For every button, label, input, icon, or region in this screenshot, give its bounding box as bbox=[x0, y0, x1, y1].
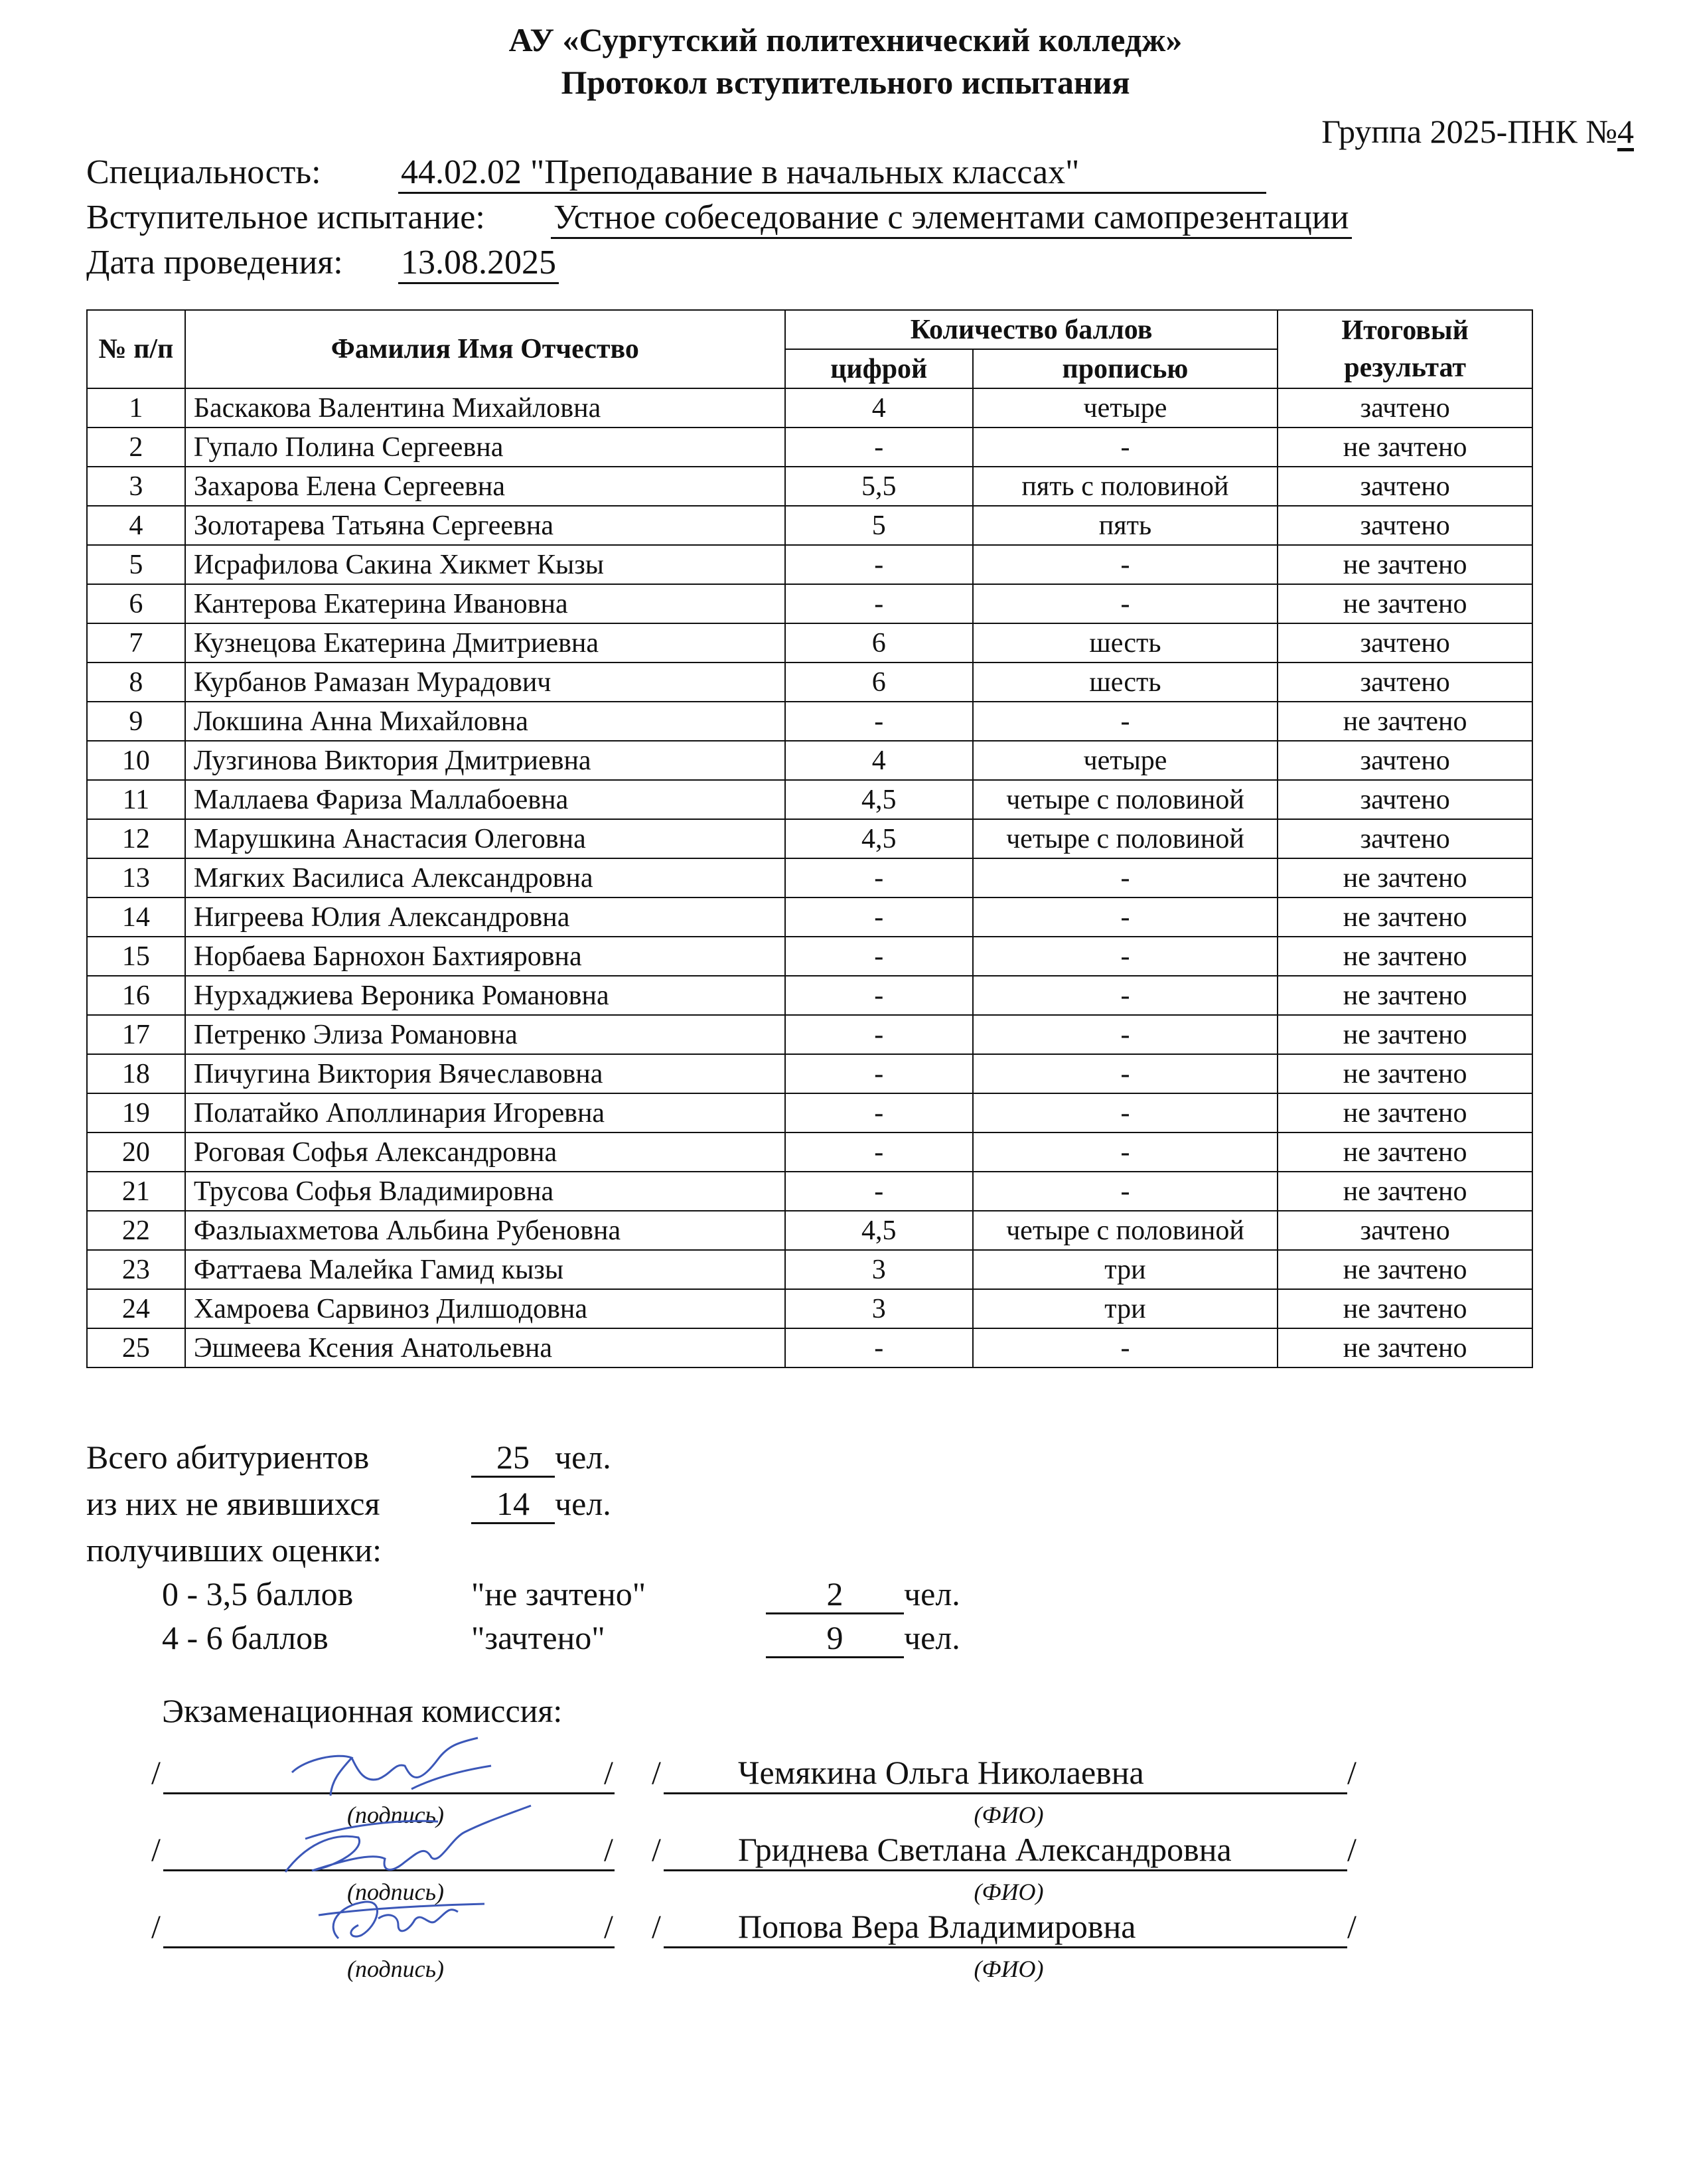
row-result: не зачтено bbox=[1278, 702, 1532, 741]
header-result: Итоговый результат bbox=[1278, 310, 1532, 388]
row-number: 12 bbox=[87, 819, 185, 858]
row-points-words: - bbox=[973, 858, 1278, 897]
row-points-words: три bbox=[973, 1250, 1278, 1289]
row-points-words: пять bbox=[973, 506, 1278, 545]
table-row bbox=[87, 1172, 1532, 1211]
row-result: зачтено bbox=[1278, 1211, 1532, 1250]
row-number: 22 bbox=[87, 1211, 185, 1250]
row-points-words: - bbox=[973, 1054, 1278, 1093]
row-points-digits: - bbox=[785, 976, 973, 1015]
table-row bbox=[87, 663, 1532, 702]
slash: / bbox=[151, 1908, 161, 1945]
row-result: зачтено bbox=[1278, 663, 1532, 702]
row-points-digits: - bbox=[785, 1328, 973, 1367]
date-label: Дата проведения: bbox=[86, 244, 343, 281]
row-name: Кузнецова Екатерина Дмитриевна bbox=[185, 623, 785, 663]
exam-label: Вступительное испытание: bbox=[86, 198, 485, 236]
row-points-digits: 4,5 bbox=[785, 780, 973, 819]
commission-label: Экзаменационная комиссия: bbox=[162, 1692, 563, 1729]
row-number: 7 bbox=[87, 623, 185, 663]
table-row bbox=[87, 623, 1532, 663]
summary-range1 bbox=[162, 1573, 960, 1614]
table-row bbox=[87, 897, 1532, 937]
row-points-words: - bbox=[973, 584, 1278, 623]
row-points-digits: - bbox=[785, 702, 973, 741]
row-points-digits: 4 bbox=[785, 741, 973, 780]
slash: / bbox=[151, 1754, 161, 1791]
row-points-words: - bbox=[973, 1132, 1278, 1172]
row-result: не зачтено bbox=[1278, 428, 1532, 467]
table-row bbox=[87, 506, 1532, 545]
row-number: 19 bbox=[87, 1093, 185, 1132]
row-result: не зачтено bbox=[1278, 1172, 1532, 1211]
row-number: 9 bbox=[87, 702, 185, 741]
member-name: Попова Вера Владимировна bbox=[738, 1908, 1136, 1945]
slash: / bbox=[1347, 1831, 1357, 1868]
header-name: Фамилия Имя Отчество bbox=[185, 310, 785, 388]
range2-value: 9 bbox=[766, 1619, 904, 1658]
slash: / bbox=[604, 1831, 613, 1868]
signature-hint: (подпись) bbox=[346, 1879, 445, 1905]
table-row bbox=[87, 702, 1532, 741]
specialty-line bbox=[86, 151, 1266, 194]
row-points-digits: - bbox=[785, 428, 973, 467]
slash: / bbox=[652, 1754, 661, 1791]
table-row bbox=[87, 1132, 1532, 1172]
org-title: АУ «Сургутский политехнический колледж» bbox=[508, 21, 1183, 58]
row-name: Фаттаева Малейка Гамид кызы bbox=[185, 1250, 785, 1289]
name-hint: (ФИО) bbox=[974, 1879, 1044, 1905]
row-name: Баскакова Валентина Михайловна bbox=[185, 388, 785, 428]
row-points-digits: 3 bbox=[785, 1289, 973, 1328]
header-num: № п/п bbox=[87, 310, 185, 388]
row-points-digits: - bbox=[785, 1054, 973, 1093]
row-name: Локшина Анна Михайловна bbox=[185, 702, 785, 741]
specialty-value: 44.02.02 "Преподавание в начальных классах" bbox=[398, 153, 1266, 194]
row-number: 17 bbox=[87, 1015, 185, 1054]
table-row bbox=[87, 467, 1532, 506]
slash: / bbox=[1347, 1908, 1357, 1945]
group-number: 4 bbox=[1617, 113, 1634, 150]
table-row bbox=[87, 1015, 1532, 1054]
absent-label: из них не явившихся bbox=[86, 1485, 380, 1522]
row-points-words: - bbox=[973, 976, 1278, 1015]
row-points-digits: - bbox=[785, 1015, 973, 1054]
slash: / bbox=[151, 1831, 161, 1868]
row-name: Марушкина Анастасия Олеговна bbox=[185, 819, 785, 858]
row-result: не зачтено bbox=[1278, 1015, 1532, 1054]
table-row bbox=[87, 1054, 1532, 1093]
row-result: не зачтено bbox=[1278, 976, 1532, 1015]
row-points-words: шесть bbox=[973, 663, 1278, 702]
row-number: 14 bbox=[87, 897, 185, 937]
row-points-words: - bbox=[973, 897, 1278, 937]
row-points-words: - bbox=[973, 428, 1278, 467]
row-points-digits: 5 bbox=[785, 506, 973, 545]
row-number: 10 bbox=[87, 741, 185, 780]
date-value: 13.08.2025 bbox=[398, 244, 559, 284]
total-unit: чел. bbox=[555, 1439, 611, 1476]
row-number: 6 bbox=[87, 584, 185, 623]
row-result: не зачтено bbox=[1278, 937, 1532, 976]
row-number: 21 bbox=[87, 1172, 185, 1211]
row-result: зачтено bbox=[1278, 623, 1532, 663]
row-result: не зачтено bbox=[1278, 545, 1532, 584]
row-points-words: четыре с половиной bbox=[973, 819, 1278, 858]
table-header-row bbox=[87, 310, 1532, 349]
summary-absent bbox=[86, 1483, 611, 1524]
row-points-words: - bbox=[973, 702, 1278, 741]
row-points-digits: 4 bbox=[785, 388, 973, 428]
row-points-digits: 6 bbox=[785, 623, 973, 663]
row-name: Нурхаджиева Вероника Романовна bbox=[185, 976, 785, 1015]
row-points-digits: - bbox=[785, 1132, 973, 1172]
row-result: не зачтено bbox=[1278, 1328, 1532, 1367]
row-points-digits: - bbox=[785, 1172, 973, 1211]
group-label-text: Группа 2025-ПНК № bbox=[1321, 113, 1617, 150]
summary-total bbox=[86, 1437, 611, 1478]
row-number: 23 bbox=[87, 1250, 185, 1289]
row-points-words: - bbox=[973, 937, 1278, 976]
row-points-digits: 4,5 bbox=[785, 819, 973, 858]
row-number: 4 bbox=[87, 506, 185, 545]
absent-value: 14 bbox=[471, 1485, 555, 1524]
row-result: зачтено bbox=[1278, 741, 1532, 780]
signature-hint: (подпись) bbox=[346, 1802, 445, 1828]
table-row bbox=[87, 1250, 1532, 1289]
row-points-digits: 4,5 bbox=[785, 1211, 973, 1250]
table-row bbox=[87, 976, 1532, 1015]
header-words: прописью bbox=[973, 349, 1278, 388]
row-name: Хамроева Сарвиноз Дилшодовна bbox=[185, 1289, 785, 1328]
name-line bbox=[664, 1946, 1347, 1948]
row-result: не зачтено bbox=[1278, 1054, 1532, 1093]
row-result: не зачтено bbox=[1278, 1132, 1532, 1172]
row-name: Фазлыахметова Альбина Рубеновна bbox=[185, 1211, 785, 1250]
table-row bbox=[87, 858, 1532, 897]
table-row bbox=[87, 1211, 1532, 1250]
specialty-label: Специальность: bbox=[86, 153, 321, 191]
row-number: 2 bbox=[87, 428, 185, 467]
row-name: Захарова Елена Сергеевна bbox=[185, 467, 785, 506]
signature-1 bbox=[279, 1733, 504, 1806]
name-hint: (ФИО) bbox=[974, 1802, 1044, 1828]
row-points-digits: - bbox=[785, 937, 973, 976]
table-row bbox=[87, 1289, 1532, 1328]
exam-line bbox=[86, 196, 1352, 239]
table-row bbox=[87, 780, 1532, 819]
row-result: зачтено bbox=[1278, 506, 1532, 545]
range1-result: "не зачтено" bbox=[471, 1575, 646, 1612]
table-row bbox=[87, 937, 1532, 976]
name-line bbox=[664, 1869, 1347, 1871]
row-number: 25 bbox=[87, 1328, 185, 1367]
table-row bbox=[87, 819, 1532, 858]
summary-range2 bbox=[162, 1617, 960, 1658]
row-name: Маллаева Фариза Маллабоевна bbox=[185, 780, 785, 819]
row-name: Норбаева Барнохон Бахтияровна bbox=[185, 937, 785, 976]
row-points-words: - bbox=[973, 1172, 1278, 1211]
slash: / bbox=[604, 1754, 613, 1791]
signature-hint: (подпись) bbox=[346, 1956, 445, 1982]
total-value: 25 bbox=[471, 1439, 555, 1478]
row-number: 13 bbox=[87, 858, 185, 897]
row-number: 8 bbox=[87, 663, 185, 702]
row-result: зачтено bbox=[1278, 819, 1532, 858]
row-points-words: - bbox=[973, 1093, 1278, 1132]
slash: / bbox=[652, 1831, 661, 1868]
row-points-words: четыре с половиной bbox=[973, 1211, 1278, 1250]
row-name: Эшмеева Ксения Анатольевна bbox=[185, 1328, 785, 1367]
table-row bbox=[87, 428, 1532, 467]
header-digits: цифрой bbox=[785, 349, 973, 388]
row-name: Исрафилова Сакина Хикмет Кызы bbox=[185, 545, 785, 584]
date-line bbox=[86, 242, 559, 284]
total-label: Всего абитуриентов bbox=[86, 1439, 370, 1476]
row-result: зачтено bbox=[1278, 780, 1532, 819]
row-number: 20 bbox=[87, 1132, 185, 1172]
row-points-words: шесть bbox=[973, 623, 1278, 663]
row-name: Петренко Элиза Романовна bbox=[185, 1015, 785, 1054]
row-points-digits: - bbox=[785, 897, 973, 937]
table-row bbox=[87, 741, 1532, 780]
range1-unit: чел. bbox=[904, 1575, 960, 1612]
range2-label: 4 - 6 баллов bbox=[162, 1619, 329, 1656]
exam-value: Устное собеседование с элементами самопрезентации bbox=[551, 198, 1352, 239]
range2-unit: чел. bbox=[904, 1619, 960, 1656]
table-row bbox=[87, 584, 1532, 623]
row-number: 18 bbox=[87, 1054, 185, 1093]
row-name: Кантерова Екатерина Ивановна bbox=[185, 584, 785, 623]
row-name: Золотарева Татьяна Сергеевна bbox=[185, 506, 785, 545]
row-result: не зачтено bbox=[1278, 858, 1532, 897]
name-hint: (ФИО) bbox=[974, 1956, 1044, 1982]
row-points-digits: 6 bbox=[785, 663, 973, 702]
row-result: не зачтено bbox=[1278, 897, 1532, 937]
table-row bbox=[87, 1093, 1532, 1132]
doc-title: Протокол вступительного испытания bbox=[561, 64, 1130, 101]
row-points-digits: - bbox=[785, 584, 973, 623]
row-points-words: - bbox=[973, 545, 1278, 584]
row-points-digits: 3 bbox=[785, 1250, 973, 1289]
name-line bbox=[664, 1792, 1347, 1794]
row-points-words: четыре с половиной bbox=[973, 780, 1278, 819]
row-result: не зачтено bbox=[1278, 584, 1532, 623]
row-result: не зачтено bbox=[1278, 1093, 1532, 1132]
row-name: Пичугина Виктория Вячеславовна bbox=[185, 1054, 785, 1093]
row-number: 1 bbox=[87, 388, 185, 428]
row-result: не зачтено bbox=[1278, 1250, 1532, 1289]
row-number: 16 bbox=[87, 976, 185, 1015]
row-points-words: четыре bbox=[973, 388, 1278, 428]
member-name: Чемякина Ольга Николаевна bbox=[738, 1754, 1144, 1791]
absent-unit: чел. bbox=[555, 1485, 611, 1522]
slash: / bbox=[652, 1908, 661, 1945]
row-points-words: - bbox=[973, 1015, 1278, 1054]
row-points-digits: 5,5 bbox=[785, 467, 973, 506]
range1-value: 2 bbox=[766, 1575, 904, 1614]
row-name: Гупало Полина Сергеевна bbox=[185, 428, 785, 467]
row-result: зачтено bbox=[1278, 388, 1532, 428]
row-points-words: три bbox=[973, 1289, 1278, 1328]
row-number: 5 bbox=[87, 545, 185, 584]
table-row bbox=[87, 1328, 1532, 1367]
signature-3 bbox=[299, 1879, 498, 1952]
table-row bbox=[87, 545, 1532, 584]
slash: / bbox=[604, 1908, 613, 1945]
graded-label: получивших оценки: bbox=[86, 1531, 382, 1569]
row-name: Лузгинова Виктория Дмитриевна bbox=[185, 741, 785, 780]
header-points: Количество баллов bbox=[785, 310, 1278, 349]
row-points-words: пять с половиной bbox=[973, 467, 1278, 506]
row-result: зачтено bbox=[1278, 467, 1532, 506]
group-label bbox=[1321, 112, 1634, 151]
row-points-words: - bbox=[973, 1328, 1278, 1367]
row-name: Роговая Софья Александровна bbox=[185, 1132, 785, 1172]
row-name: Мягких Василиса Александровна bbox=[185, 858, 785, 897]
row-name: Трусова Софья Владимировна bbox=[185, 1172, 785, 1211]
row-number: 24 bbox=[87, 1289, 185, 1328]
member-name: Гриднева Светлана Александровна bbox=[738, 1831, 1232, 1868]
row-name: Нигреева Юлия Александровна bbox=[185, 897, 785, 937]
row-points-words: четыре bbox=[973, 741, 1278, 780]
results-table bbox=[86, 309, 1533, 1368]
slash: / bbox=[1347, 1754, 1357, 1791]
row-number: 11 bbox=[87, 780, 185, 819]
row-points-digits: - bbox=[785, 1093, 973, 1132]
row-number: 15 bbox=[87, 937, 185, 976]
table-row bbox=[87, 388, 1532, 428]
range1-label: 0 - 3,5 баллов bbox=[162, 1575, 354, 1612]
row-points-digits: - bbox=[785, 858, 973, 897]
range2-result: "зачтено" bbox=[471, 1619, 605, 1656]
row-number: 3 bbox=[87, 467, 185, 506]
row-name: Курбанов Рамазан Мурадович bbox=[185, 663, 785, 702]
row-name: Полатайко Аполлинария Игоревна bbox=[185, 1093, 785, 1132]
row-result: не зачтено bbox=[1278, 1289, 1532, 1328]
row-points-digits: - bbox=[785, 545, 973, 584]
